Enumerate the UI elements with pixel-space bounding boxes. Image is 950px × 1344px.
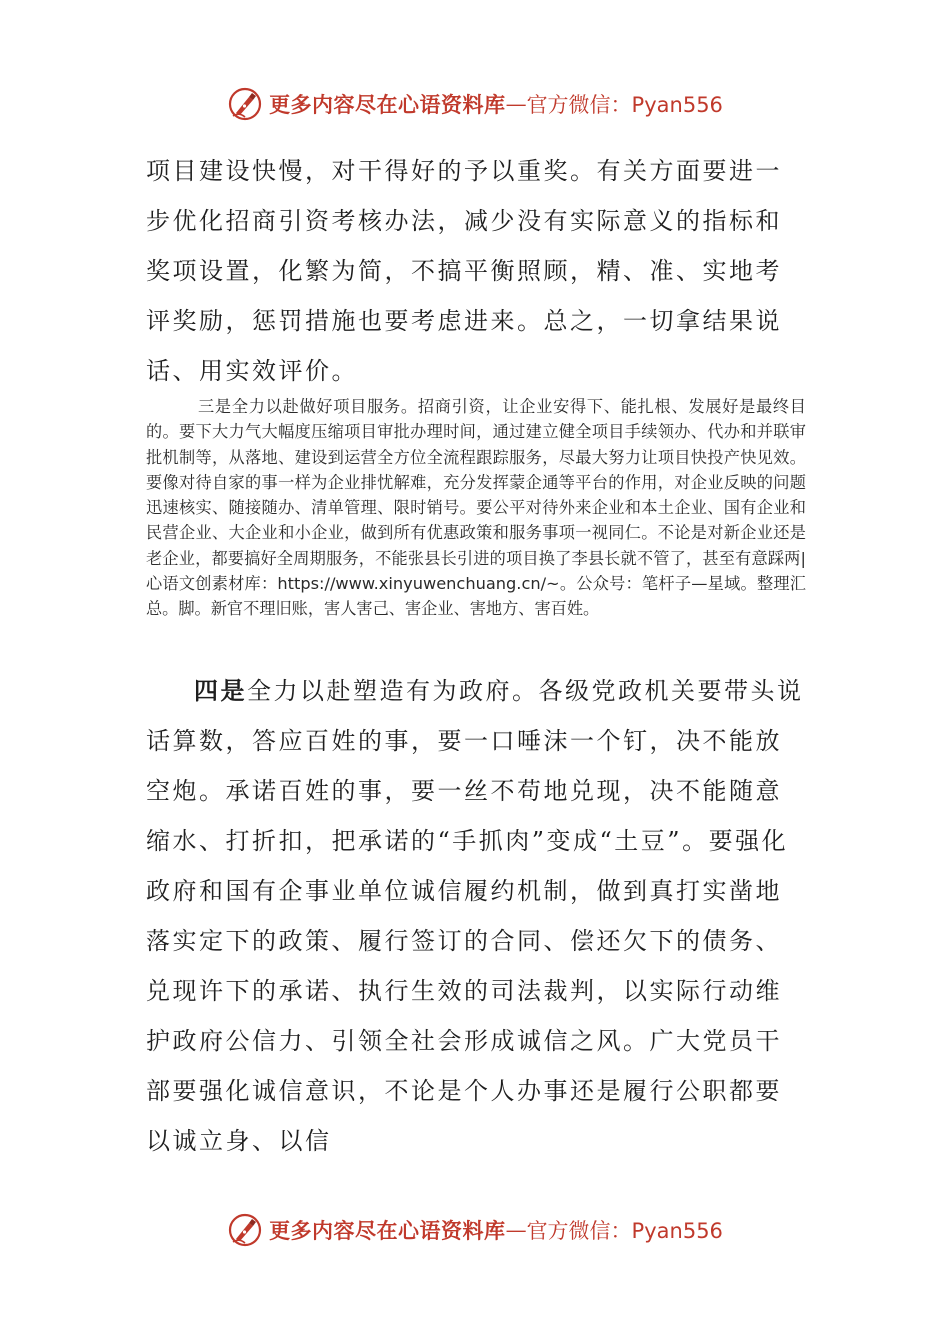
paragraph-lead: 四是 bbox=[194, 676, 247, 705]
body-paragraph-2: 三是全力以赴做好项目服务。招商引资，让企业安得下、能扎根、发展好是最终目的。要下大力气大幅度压缩项目审批办理时间，通过建立健全项目手续领办、代办和并联审批机制等，从落地、建设到运营全方位全流程跟踪服务，尽最大努力让项目快投产快见效。要像对待自家的事一样为企业排忧解难，充分发挥蒙企通等平台的作用，对企业反映的问题迅速核实、随接随办、清单管理、限时销号。要公平对待外来企业和本土企业、国有企业和民营企业、大企业和小企业，做到所有优惠政策和服务事项一视同仁。不论是对新企业还是老企业，都要搞好全周期服务，不能张县长引进的项目换了李县长就不管了，甚至有意踩两|心语文创素材库：https://www.xinyuwenchuang.cn/~。公众号：笔杆子—星域。整理汇总。脚。新官不理旧账，害人害己、害企业、害地方、害百姓。 bbox=[146, 397, 806, 619]
banner-wechat: 官方微信：Pyan556 bbox=[526, 1219, 723, 1243]
banner-dash: — bbox=[505, 92, 527, 116]
pen-nib-logo-icon bbox=[227, 86, 263, 122]
header-banner bbox=[0, 84, 950, 124]
paragraph-body: 全力以赴塑造有为政府。各级党政机关要带头说话算数，答应百姓的事，要一口唾沫一个钉，决不能放空炮。承诺百姓的事，要一丝不苟地兑现，决不能随意缩水、打折扣，把承诺的“手抓肉”变成“土豆”。要强化政府和国有企事业单位诚信履约机制，做到真打实凿地落实定下的政策、履行签订的合同、偿还欠下的债务、兑现许下的承诺、执行生效的司法裁判，以实际行动维护政府公信力、引领全社会形成诚信之风。广大党员干部要强化诚信意识，不论是个人办事还是履行公职都要以诚立身、以信 bbox=[146, 677, 804, 1155]
banner-title: 更多内容尽在心语资料库 bbox=[269, 1218, 506, 1243]
body-paragraph-1: 项目建设快慢，对干得好的予以重奖。有关方面要进一步优化招商引资考核办法，减少没有实际意义的指标和奖项设置，化繁为简，不搞平衡照顾，精、准、实地考评奖励，惩罚措施也要考虑进来。总之，一切拿结果说话、用实效评价。 bbox=[146, 157, 782, 385]
footer-banner bbox=[0, 1210, 950, 1250]
banner-wechat: 官方微信：Pyan556 bbox=[526, 93, 723, 117]
pen-nib-logo-icon bbox=[227, 1212, 263, 1248]
banner-dash: — bbox=[505, 1218, 527, 1242]
body-paragraph-3 bbox=[146, 666, 806, 1166]
banner-title: 更多内容尽在心语资料库 bbox=[269, 92, 506, 117]
